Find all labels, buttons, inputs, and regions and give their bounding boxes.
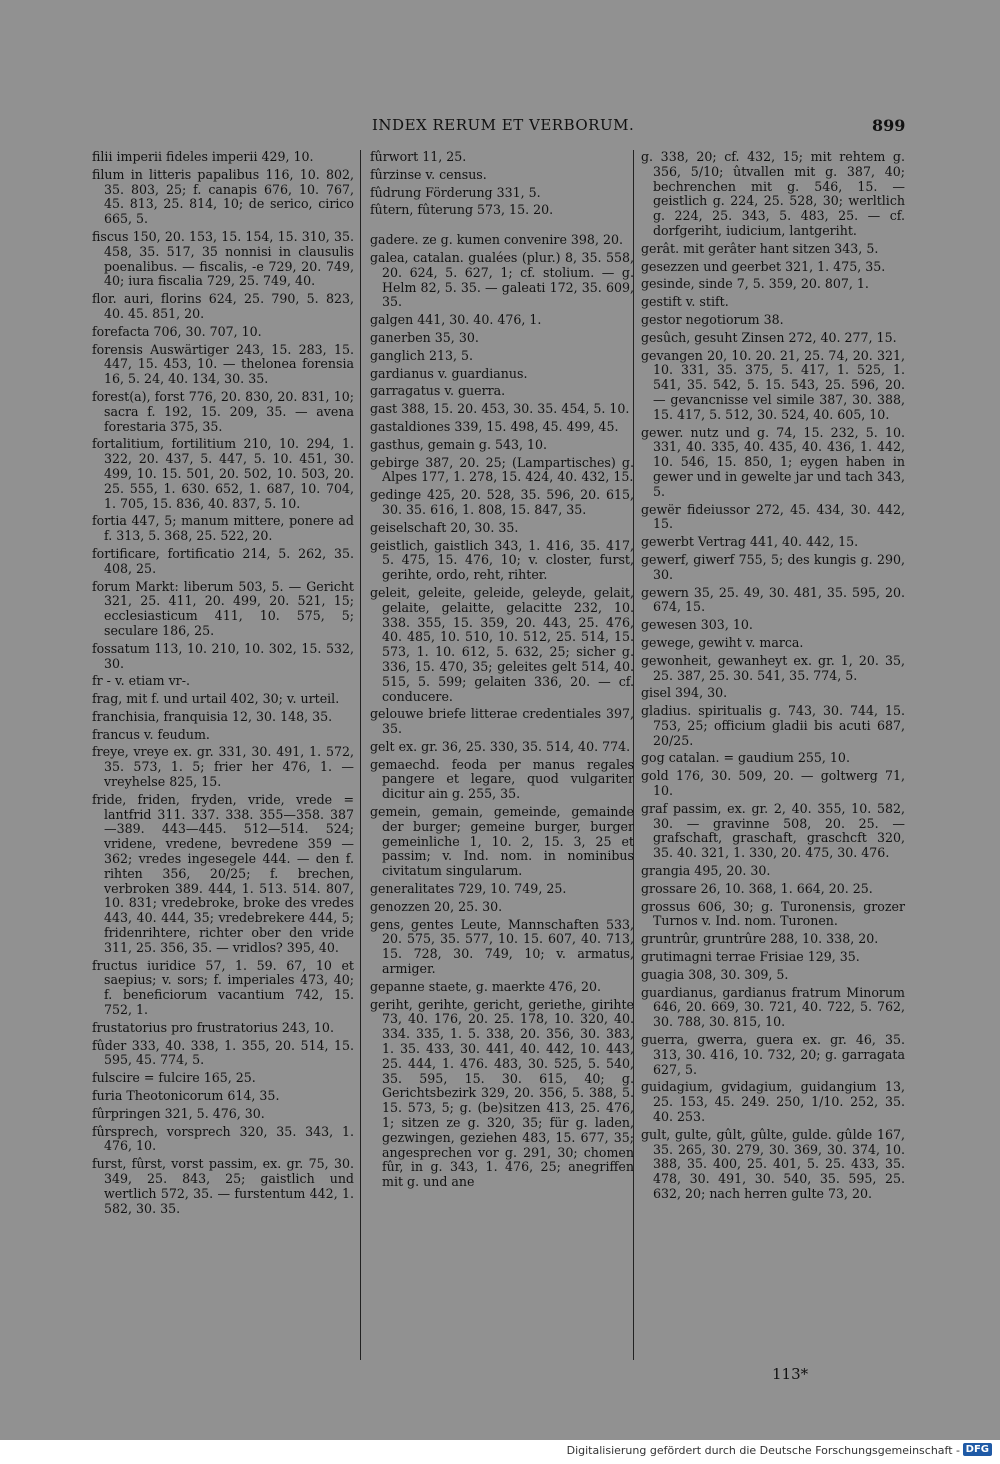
- index-entry: gog catalan. = gaudium 255, 10.: [641, 750, 850, 766]
- index-entry: fûrzinse v. census.: [370, 166, 487, 182]
- index-entry: gesûch, gesuht Zinsen 272, 40. 277, 15.: [641, 329, 897, 345]
- index-entry: grossus 606, 30; g. Turonensis, grozer Turnos v. Ind. nom. Turonen.: [641, 898, 905, 929]
- index-entry: francus v. feudum.: [92, 726, 210, 742]
- index-entry: gewege, gewiht v. marca.: [641, 634, 804, 650]
- index-entry: gast 388, 15. 20. 453, 30. 35. 454, 5. 10.: [370, 401, 630, 417]
- index-entry: gastaldiones 339, 15. 498, 45. 499, 45.: [370, 418, 619, 434]
- index-entry: gesinde, sinde 7, 5. 359, 20. 807, 1.: [641, 276, 869, 292]
- index-entry: gerât. mit gerâter hant sitzen 343, 5.: [641, 240, 879, 256]
- index-entry: fortia 447, 5; manum mittere, ponere ad f. 313, 5. 368, 25. 522, 20.: [92, 513, 354, 544]
- index-column-1: [92, 150, 354, 1219]
- index-entry: gewesen 303, 10.: [641, 617, 753, 633]
- dfg-logo: DFG: [963, 1443, 992, 1456]
- index-entry: gevangen 20, 10. 20. 21, 25. 74, 20. 321, 10. 331, 35. 375, 5. 417, 1. 525, 1. 541, 35. 542, 5. 15. 543, 25. 596, 20. — gevancnisse vel simile 387, 30. 388, 15. 417, 5. 512, 30. 524, 40. 605, 10.: [641, 347, 905, 422]
- index-entry: flor. auri, florins 624, 25. 790, 5. 823, 40. 45. 851, 20.: [92, 291, 354, 321]
- index-entry: frag, mit f. und urtail 402, 30; v. urteil.: [92, 691, 340, 707]
- index-entry: forensis Auswärtiger 243, 15. 283, 15. 447, 15. 453, 10. — thelonea forensia 16, 5. 24, 40. 134, 30. 35.: [92, 341, 354, 387]
- digitization-footer: [0, 1440, 1000, 1464]
- index-entry: gisel 394, 30.: [641, 685, 728, 701]
- index-column-2: [370, 150, 634, 1193]
- index-entry: gardianus v. guardianus.: [370, 365, 528, 381]
- index-entry: gepanne staete, g. maerkte 476, 20.: [370, 978, 601, 994]
- index-entry: filii imperii fideles imperii 429, 10.: [92, 149, 314, 164]
- index-entry: grossare 26, 10. 368, 1. 664, 20. 25.: [641, 880, 873, 896]
- index-entry: gewerbt Vertrag 441, 40. 442, 15.: [641, 534, 859, 550]
- index-entry: grangia 495, 20. 30.: [641, 863, 771, 879]
- index-entry: forefacta 706, 30. 707, 10.: [92, 323, 262, 339]
- index-entry: grutimagni terrae Frisiae 129, 35.: [641, 949, 860, 965]
- index-entry: fulscire = fulcire 165, 25.: [92, 1070, 256, 1086]
- gathering-signature: 113*: [772, 1365, 809, 1383]
- index-entry: geistlich, gaistlich 343, 1. 416, 35. 417, 5. 475, 15. 476, 10; v. closter, furst, gerihte, ordo, reht, rihter.: [370, 537, 634, 583]
- index-entry: fride, friden, fryden, vride, vrede = lantfrid 311. 337. 338. 355—358. 387—389. 443—445. 512—514. 524; vridene, vredene, bevredene 359 —362; vredes ingesegele 444. — den f. rihten 356, 20/25; f. brechen, verbroken 389. 444, 1. 513. 514. 807, 10. 831; vredebroke, broke des vredes 443, 40. 444, 35; vredebrekere 444, 5; fridenrihtere, richter ober den vride 311, 25. 356, 35. — vridlos? 395, 40.: [92, 791, 354, 955]
- index-entry: gewonheit, gewanheyt ex. gr. 1, 20. 35, 25. 387, 25. 30. 541, 35. 774, 5.: [641, 652, 905, 683]
- index-entry: gebirge 387, 20. 25; (Lampartisches) g. Alpes 177, 1. 278, 15. 424, 40. 432, 15.: [370, 454, 634, 485]
- index-entry: genozzen 20, 25. 30.: [370, 898, 503, 914]
- index-entry: gemein, gemain, gemeinde, gemainde der burger; gemeine burger, burger gemeinliche 1, 10. 2, 15. 3, 25 et passim; v. Ind. nom. in nominibus civitatum singularum.: [370, 804, 634, 879]
- index-entry: fûder 333, 40. 338, 1. 355, 20. 514, 15. 595, 45. 774, 5.: [92, 1037, 354, 1068]
- index-entry: ganerben 35, 30.: [370, 329, 479, 345]
- index-entry: furia Theotonicorum 614, 35.: [92, 1088, 280, 1104]
- index-entry: franchisia, franquisia 12, 30. 148, 35.: [92, 708, 333, 724]
- index-entry: gadere. ze g. kumen convenire 398, 20.: [370, 232, 623, 248]
- index-entry: generalitates 729, 10. 749, 25.: [370, 881, 567, 897]
- page-number: 899: [872, 116, 906, 135]
- index-entry: graf passim, ex. gr. 2, 40. 355, 10. 582, 30. — gravinne 508, 20. 25. — grafschaft, graschaft, graschcft 320, 35. 40. 321, 1. 330, 20. 475, 30. 476.: [641, 800, 905, 861]
- index-entry: guardianus, gardianus fratrum Minorum 646, 20. 669, 30. 721, 40. 722, 5. 762, 30. 788, 30. 815, 10.: [641, 984, 905, 1030]
- index-entry: gens, gentes Leute, Mannschaften 533, 20. 575, 35. 577, 10. 15. 607, 40. 713, 15. 728, 30. 749, 10; v. armatus, armiger.: [370, 916, 634, 977]
- index-entry: galgen 441, 30. 40. 476, 1.: [370, 312, 542, 328]
- index-entry: gelt ex. gr. 36, 25. 330, 35. 514, 40. 774.: [370, 738, 631, 754]
- index-entry: gewerf, giwerf 755, 5; des kungis g. 290, 30.: [641, 551, 905, 582]
- index-entry: gruntrûr, gruntrûre 288, 10. 338, 20.: [641, 931, 879, 947]
- index-entry: guagia 308, 30. 309, 5.: [641, 966, 789, 982]
- footer-credit-text: Digitalisierung gefördert durch die Deutsche Forschungsgemeinschaft -: [566, 1444, 960, 1457]
- index-entry: g. 338, 20; cf. 432, 15; mit rehtem g. 356, 5/10; ûtvallen mit g. 387, 40; bechrenchen mit g. 546, 15. — geistlich g. 224, 25. 528, 30; werltlich g. 224, 25. 343, 5. 483, 25. — cf. dorfgeriht, iudicium, lantgeriht.: [641, 149, 905, 238]
- index-entry: guerra, gwerra, guera ex. gr. 46, 35. 313, 30. 416, 10. 732, 20; g. garragata 627, 5.: [641, 1032, 905, 1077]
- index-entry: fossatum 113, 10. 210, 10. 302, 15. 532, 30.: [92, 640, 354, 671]
- index-entry: gult, gulte, gûlt, gûlte, gulde. gûlde 167, 35. 265, 30. 279, 30. 369, 30. 374, 10. 388, 35. 400, 25. 401, 5. 25. 433, 35. 478, 30. 491, 30. 540, 35. 595, 25. 632, 20; nach herren gulte 73, 20.: [641, 1126, 905, 1201]
- index-entry: gemaechd. feoda per manus regales pangere et legare, quod vulgariter dicitur ain g. 255, 35.: [370, 756, 634, 802]
- index-entry: garragatus v. guerra.: [370, 383, 506, 399]
- index-entry: furst, fûrst, vorst passim, ex. gr. 75, 30. 349, 25. 843, 25; gaistlich und wertlich 572, 35. — furstentum 442, 1. 582, 30. 35.: [92, 1156, 354, 1216]
- index-entry: geriht, gerihte, gericht, geriethe, girihte 73, 40. 176, 20. 25. 178, 10. 320, 40. 334. 335, 1. 5. 338, 20. 356, 30. 383, 1. 35. 433, 30. 441, 40. 442, 10. 443, 25. 444, 1. 476. 483, 30. 525, 5. 540, 35. 595, 15. 30. 615, 40; g. Gerichtsbezirk 329, 20. 356, 5. 388, 5. 15. 573, 5; g. (be)sitzen 413, 25. 476, 1; sitzen ze g. 320, 35; für g. laden, gezwingen, geziehen 483, 15. 677, 35; angesprechen vor g. 291, 30; chomen fûr, in g. 343, 1. 476, 25; anegriffen mit g. und ane: [370, 996, 634, 1190]
- index-entry: gasthus, gemain g. 543, 10.: [370, 436, 548, 452]
- index-entry: fûtern, fûterung 573, 15. 20.: [370, 202, 554, 218]
- index-entry: fortificare, fortificatio 214, 5. 262, 35. 408, 25.: [92, 545, 354, 576]
- index-entry: filum in litteris papalibus 116, 10. 802, 35. 803, 25; f. canapis 676, 10. 767, 45. 813, 25. 814, 10; de serico, cirico 665, 5.: [92, 166, 354, 227]
- column-divider: [360, 150, 361, 1360]
- index-entry: gold 176, 30. 509, 20. — goltwerg 71, 10.: [641, 768, 905, 799]
- running-header-title: INDEX RERUM ET VERBORUM.: [372, 116, 635, 134]
- index-entry: gladius. spiritualis g. 743, 30. 744, 15. 753, 25; officium gladii bis acuti 687, 20/25.: [641, 703, 905, 748]
- index-entry: fûrpringen 321, 5. 476, 30.: [92, 1105, 265, 1121]
- index-entry: fortalitium, fortilitium 210, 10. 294, 1. 322, 20. 437, 5. 447, 5. 10. 451, 30. 499, 10. 15. 501, 20. 502, 10. 503, 20. 25. 555, 1. 630. 652, 1. 687, 10. 704, 1. 705, 15. 836, 40. 837, 5. 10.: [92, 436, 354, 511]
- index-entry: frustatorius pro frustratorius 243, 10.: [92, 1019, 334, 1035]
- index-entry: gelouwe briefe litterae credentiales 397, 35.: [370, 706, 634, 737]
- index-entry: gewer. nutz und g. 74, 15. 232, 5. 10. 331, 40. 335, 40. 435, 40. 436, 1. 442, 10. 546, 15. 850, 1; eygen haben in gewer und in gewelte jar und tach 343, 5.: [641, 424, 905, 499]
- index-entry: forest(a), forst 776, 20. 830, 20. 831, 10; sacra f. 192, 15. 209, 35. — avena forestaria 375, 35.: [92, 388, 354, 434]
- index-entry: fûrsprech, vorsprech 320, 35. 343, 1. 476, 10.: [92, 1123, 354, 1154]
- index-entry: gewern 35, 25. 49, 30. 481, 35. 595, 20. 674, 15.: [641, 584, 905, 615]
- index-entry: gesezzen und geerbet 321, 1. 475, 35.: [641, 258, 886, 274]
- index-entry: fûdrung Förderung 331, 5.: [370, 184, 541, 200]
- index-entry: fûrwort 11, 25.: [370, 149, 467, 164]
- index-entry: fiscus 150, 20. 153, 15. 154, 15. 310, 35. 458, 35. 517, 35 nonnisi in clausulis poenalibus. — fiscalis, -e 729, 20. 749, 40; iura fiscalia 729, 25. 749, 40.: [92, 228, 354, 289]
- index-entry: gewër fideiussor 272, 45. 434, 30. 442, 15.: [641, 501, 905, 532]
- index-entry: gestift v. stift.: [641, 294, 729, 310]
- index-entry: geiselschaft 20, 30. 35.: [370, 519, 519, 535]
- index-entry: guidagium, gvidagium, guidangium 13, 25. 153, 45. 249. 250, 1/10. 252, 35. 40. 253.: [641, 1079, 905, 1125]
- index-entry: gedinge 425, 20. 528, 35. 596, 20. 615, 30. 35. 616, 1. 808, 15. 847, 35.: [370, 487, 634, 517]
- index-column-3: [641, 150, 905, 1205]
- index-entry: fr - v. etiam vr-.: [92, 673, 190, 689]
- index-entry: galea, catalan. gualées (plur.) 8, 35. 558, 20. 624, 5. 627, 1; cf. stolium. — g. Helm 82, 5. 35. — galeati 172, 35. 609, 35.: [370, 249, 634, 310]
- index-entry: freye, vreye ex. gr. 331, 30. 491, 1. 572, 35. 573, 1. 5; frier her 476, 1. — vreyhelse 825, 15.: [92, 744, 354, 790]
- index-entry: forum Markt: liberum 503, 5. — Gericht 321, 25. 411, 20. 499, 20. 521, 15; ecclesiasticum 411, 10. 575, 5; seculare 186, 25.: [92, 578, 354, 638]
- index-entry: fructus iuridice 57, 1. 59. 67, 10 et saepius; v. sors; f. imperiales 473, 40; f. beneficiorum vacantium 742, 15. 752, 1.: [92, 957, 354, 1018]
- index-entry: geleit, geleite, geleide, geleyde, gelait, gelaite, gelaitte, gelacitte 232, 10. 338. 355, 15. 359, 20. 443, 25. 476, 40. 485, 10. 510, 10. 512, 25. 514, 15. 573, 1. 10. 612, 5. 632, 25; sicher g. 336, 15. 470, 35; geleites gelt 514, 40. 515, 5. 599; gelaiten 336, 20. — cf. conducere.: [370, 584, 634, 704]
- index-entry: ganglich 213, 5.: [370, 347, 474, 363]
- index-entry: gestor negotiorum 38.: [641, 311, 784, 327]
